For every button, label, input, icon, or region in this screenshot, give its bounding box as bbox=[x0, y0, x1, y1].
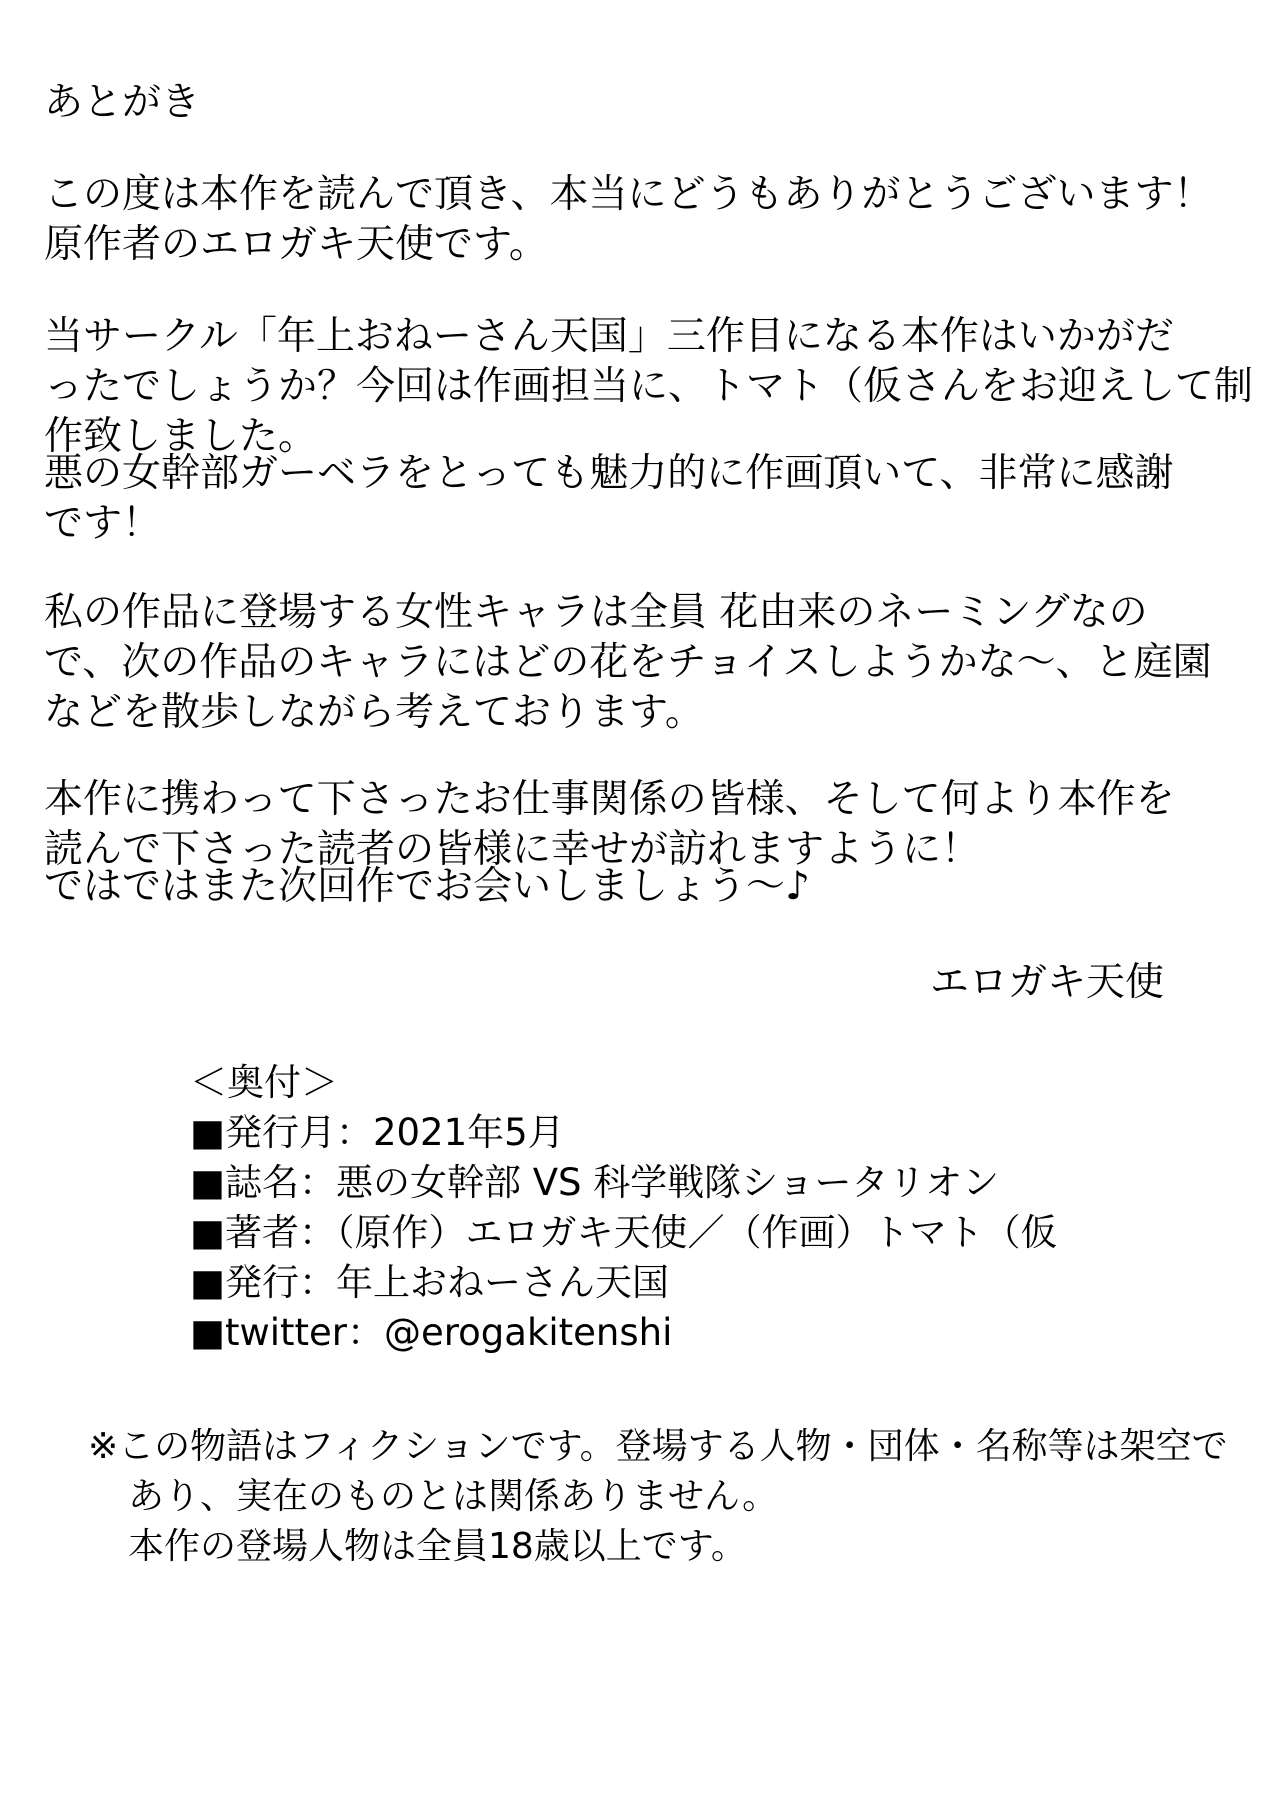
afterword-line: 読んで下さった読者の皆様に幸せが訪れますように！ bbox=[44, 827, 981, 872]
disclaimer-line: あり、実在のものとは関係ありません。 bbox=[128, 1476, 779, 1517]
afterword-heading: あとがき bbox=[44, 80, 201, 125]
colophon-line: ■著者：（原作）エロガキ天使／（作画）トマト（仮 bbox=[190, 1211, 1058, 1254]
colophon-line: ■発行：年上おねーさん天国 bbox=[190, 1261, 669, 1304]
afterword-line: などを散歩しながら考えております。 bbox=[44, 690, 704, 735]
afterword-line: 当サークル「年上おねーさん天国」三作目になる本作はいかがだ bbox=[44, 314, 1174, 359]
afterword-line: この度は本作を読んで頂き、本当にどうもありがとうございます！ bbox=[44, 172, 1213, 217]
afterword-line: ったでしょうか？今回は作画担当に、トマト（仮さんをお迎えして制 bbox=[44, 364, 1254, 409]
afterword-line: 私の作品に登場する女性キャラは全員 花由来のネーミングなの bbox=[44, 590, 1148, 635]
colophon-line: ■発行月：2021年5月 bbox=[190, 1111, 565, 1154]
colophon-title: ＜奥付＞ bbox=[190, 1061, 338, 1104]
author-signature: エロガキ天使 bbox=[930, 960, 1165, 1005]
disclaimer-line: ※この物語はフィクションです。登場する人物・団体・名称等は架空で bbox=[88, 1426, 1228, 1467]
afterword-line: 本作に携わって下さったお仕事関係の皆様、そして何より本作を bbox=[44, 777, 1175, 822]
afterword-line: 悪の女幹部ガーベラをとっても魅力的に作画頂いて、非常に感謝 bbox=[44, 451, 1174, 496]
disclaimer-line: 本作の登場人物は全員18歳以上です。 bbox=[128, 1526, 747, 1567]
afterword-line: です！ bbox=[44, 501, 162, 546]
colophon-line: ■誌名：悪の女幹部 VS 科学戦隊ショータリオン bbox=[190, 1161, 1000, 1204]
afterword-line: 原作者のエロガキ天使です。 bbox=[44, 222, 548, 267]
afterword-line: で、次の作品のキャラにはどの花をチョイスしようかな～、と庭園 bbox=[44, 640, 1212, 685]
colophon-line: ■twitter：@erogakitenshi bbox=[190, 1311, 673, 1354]
afterword-line: ではではまた次回作でお会いしましょう～♪ bbox=[44, 864, 810, 909]
afterword-line: 作致しました。 bbox=[44, 414, 318, 459]
